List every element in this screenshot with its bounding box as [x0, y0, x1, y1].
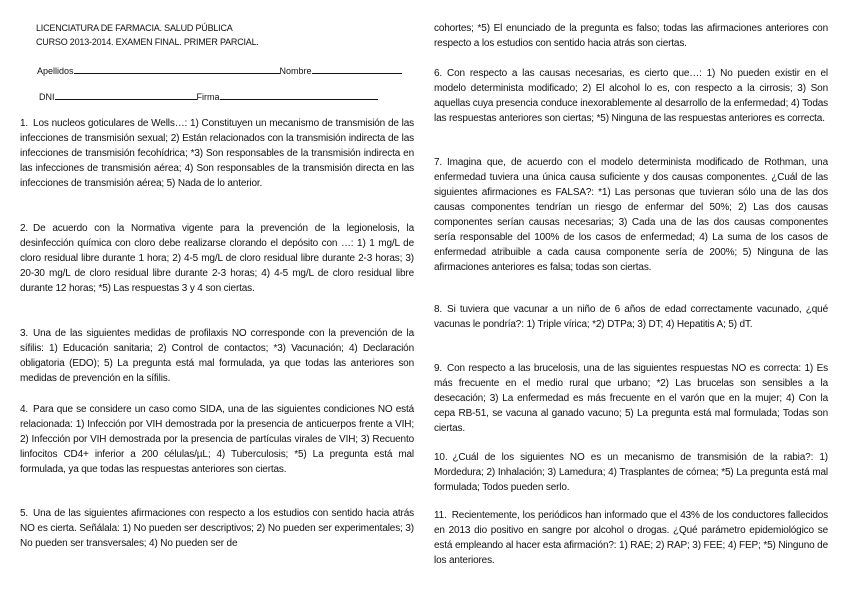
- firma-label: Firma: [196, 92, 220, 102]
- id-fields-row: [39, 90, 378, 102]
- question-9: 9. Con respecto a las brucelosis, una de las siguientes respuestas NO es correcta: 1) Es más frecuente en el medio rural que urbano; *2) Las brucelas son sensibles a la desecación; 3) La enfermedad es más frecuente en el varón que en la mujer; 4) Con la cepa RB-51, se vacuna al ganado vacuno; 5) La pregunta está mal formulada; Todas son ciertas.: [434, 363, 828, 434]
- question-10: 10. ¿Cuál de los siguientes NO es un mecanismo de transmisión de la rabia?: 1) Mordedura; 2) Inhalación; 3) Lamedura; 4) Trasplantes de córnea; *5) La pregunta está mal formulada; Todos pueden serlo.: [434, 452, 828, 493]
- apellidos-label: Apellidos: [37, 66, 74, 76]
- nombre-label: Nombre: [279, 66, 312, 76]
- question-5: 5. Una de las siguientes afirmaciones con respecto a los estudios con sentido hacia atrás NO es cierta. Señálala: 1) No pueden ser descriptivos; 2) No pueden ser experimentales; 3) No pueden ser transversales; 4) No pueden ser de: [20, 508, 414, 549]
- question-8: 8. Si tuviera que vacunar a un niño de 6 años de edad correctamente vacunado, ¿qué vacunas le pondría?: 1) Triple vírica; *2) DTPa; 3) DT; 4) Hepatitis A; 5) dT.: [434, 304, 828, 330]
- question-11: 11. Recientemente, los periódicos han informado que el 43% de los conductores fallecidos en 2013 dio positivo en sangre por alcohol o drogas. ¿Qué parámetro epidemiológico se está empleando al hacer esta afirmación?: 1) RAE; 2) RAP; 3) FEE; 4) FEP; *5) Ninguno de los anteriores.: [434, 510, 828, 566]
- question-1: 1. Los nucleos goticulares de Wells…: 1) Constituyen un mecanismo de transmisión de las infecciones de transmisión sexual; 2) Están relacionados con la transmisión indirecta de las infecciones de transmisión fecohídrica; *3) Son responsables de la transmisión indirecta en las infecciones de transmisión aérea; 4) Son responsables de la transmisión directa en las infecciones de transmisión aérea; 5) Nada de lo anterior.: [20, 118, 414, 189]
- firma-line[interactable]: [220, 90, 378, 100]
- nombre-line[interactable]: [312, 64, 402, 74]
- question-5-continued: cohortes; *5) El enunciado de la pregunta es falso; todas las afirmaciones anteriores con respecto a los estudios con sentido hacia atrás son ciertas.: [434, 23, 828, 49]
- question-4: 4. Para que se considere un caso como SIDA, una de las siguientes condiciones NO está relacionada: 1) Infección por VIH demostrada por la presencia de anticuerpos frente a VIH; 2) Infección por VIH demostrada por la presencia de partículas virales de VIH; 3) Recuento linfocitos CD4+ inferior a 200 células/µL; 4) Tuberculosis; *5) La pregunta está mal formulada, ya que todas las respuestas anteriores son ciertas.: [20, 404, 414, 475]
- question-3: 3. Una de las siguientes medidas de profilaxis NO corresponde con la prevención de la sífilis: 1) Educación sanitaria; 2) Control de contactos; *3) Vacunación; 4) Declaración obligatoria (EDO); 5) La pregunta está mal formulada, ya que todas las anteriores son medidas de prevención en la sífilis.: [20, 328, 414, 384]
- question-2: 2. De acuerdo con la Normativa vigente para la prevención de la legionelosis, la desinfección química con cloro debe realizarse clorando el depósito con …: 1) 1 mg/L de cloro residual libre durante 1 hora; 2) 4-5 mg/L de cloro residual libre durante 2-3 horas; 3) 20-30 mg/L de cloro residual libre durante 2-3 horas; 4) 4-5 mg/L de cloro residual libre durante 12 horas; *5) Las respuestas 3 y 4 son ciertas.: [20, 223, 414, 294]
- question-7: 7. Imagina que, de acuerdo con el modelo determinista modificado de Rothman, una enfermedad tuviera una única causa suficiente y dos causas componentes. ¿Cuál de las siguientes afirmaciones es FALSA?: *1) Las personas que tuvieran sólo una de las dos causas componentes tendrían un riesgo de enfermar del 50%; 2) Las dos causas componentes serían causas necesarias; 3) Cada una de las dos causas componentes sería responsable del 100% de los casos de enfermedad; 4) La suma de los casos de enfermedad atribuible a cada causa componente sería de 200%; 5) Ninguna de las afirmaciones anteriores es falsa; todas son ciertas.: [434, 157, 828, 273]
- question-6: 6. Con respecto a las causas necesarias, es cierto que…: 1) No pueden existir en el modelo determinista modificado; 2) El alcohol lo es, con respecto a la cirrosis; 3) Son aquellas cuya presencia conduce inexorablemente al desarrollo de la enfermedad; 4) Todas las respuestas anteriores son ciertas; *5) Ninguna de las respuestas anteriores es correcta.: [434, 68, 828, 124]
- apellidos-line[interactable]: [74, 64, 280, 74]
- course-title: LICENCIATURA DE FARMACIA. SALUD PÚBLICA: [36, 23, 233, 33]
- dni-line[interactable]: [55, 90, 197, 100]
- dni-label: DNI: [39, 92, 55, 102]
- exam-title: CURSO 2013-2014. EXAMEN FINAL. PRIMER PARCIAL.: [36, 37, 259, 47]
- name-fields-row: [37, 64, 402, 76]
